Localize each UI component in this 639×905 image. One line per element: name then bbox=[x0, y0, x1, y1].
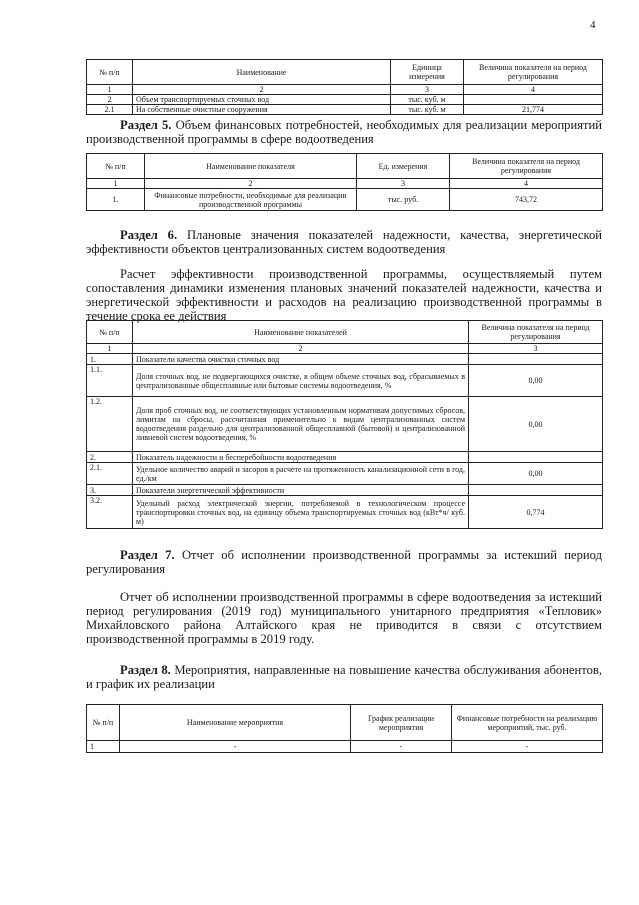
section5-heading bbox=[86, 118, 602, 146]
section6-heading bbox=[86, 228, 602, 256]
row-value: 0,00 bbox=[469, 463, 603, 485]
index-cell: 4 bbox=[450, 179, 603, 189]
section7-paragraph: Отчет об исполнении производственной программы в сфере водоотведения за истекший период регулирования (2019 год) муниципального унитарного предприятия «Тепловик» Михайловского района Алтайского края не приводится в связи с отсутствием производственной программы в 2019 году. bbox=[86, 590, 602, 646]
row-num: 1 bbox=[87, 741, 120, 753]
row-value bbox=[464, 95, 603, 105]
row-num: 1. bbox=[87, 189, 145, 211]
row-value: 0,00 bbox=[469, 365, 603, 397]
page-number: 4 bbox=[590, 19, 596, 31]
header-num: № п/п bbox=[87, 321, 133, 344]
header-value: Величина показателя на период регулирования bbox=[469, 321, 603, 344]
index-cell: 3 bbox=[391, 85, 464, 95]
row-name: Объем транспортируемых сточных вод bbox=[133, 95, 391, 105]
table-row bbox=[87, 485, 603, 496]
table-row bbox=[87, 397, 603, 452]
table-row bbox=[87, 463, 603, 485]
table-row bbox=[87, 95, 603, 105]
table-finance bbox=[86, 153, 603, 211]
row-name: Показатели качества очистки сточных вод bbox=[133, 354, 469, 365]
index-cell: 4 bbox=[464, 85, 603, 95]
section8-label: Раздел 8. bbox=[120, 663, 171, 677]
row-num: 2. bbox=[87, 452, 133, 463]
row-name: Показатель надежности и бесперебойности водоотведения bbox=[133, 452, 469, 463]
header-value: Величина показателя на период регулирования bbox=[464, 60, 603, 85]
row-num: 1.1. bbox=[87, 365, 133, 397]
row-value bbox=[469, 354, 603, 365]
table-row bbox=[87, 365, 603, 397]
table-row bbox=[87, 741, 603, 753]
row-name: Финансовые потребности, необходимые для реализации производственной программы bbox=[145, 189, 357, 211]
section6-paragraph: Расчет эффективности производственной программы, осуществляемый путем сопоставления динамики изменения плановых значений показателей надежности, качества и энергетической эффективности и расходов на реализацию производственной программы в течение срока ее действия bbox=[86, 267, 602, 323]
header-unit: Ед. измерения bbox=[357, 154, 450, 179]
row-num: 2.1 bbox=[87, 105, 133, 115]
row-schedule: - bbox=[351, 741, 452, 753]
header-name: Наименование показателя bbox=[145, 154, 357, 179]
row-value: 743,72 bbox=[450, 189, 603, 211]
row-name: Доля сточных вод, не подвергающихся очистке, в общем объеме сточных вод, сбрасываемых в централизованные общесплавные или бытовые системы водоотведения, % bbox=[133, 365, 469, 397]
row-finance: - bbox=[452, 741, 603, 753]
row-value: 0,774 bbox=[469, 496, 603, 529]
table-row bbox=[87, 105, 603, 115]
row-name: Доля проб сточных вод, не соответствующих установленным нормативам допустимых сбросов, лимитам на сбросы, рассчитанная применительно к видам централизованных систем водоотведения раздельно для централизованной общесплавной (бытовой) и централизованной ливневой систем водоотведения, % bbox=[133, 397, 469, 452]
row-unit: тыс. куб. м bbox=[391, 105, 464, 115]
header-value: Величина показателя на период регулирования bbox=[450, 154, 603, 179]
index-cell: 3 bbox=[469, 344, 603, 354]
table-row bbox=[87, 452, 603, 463]
header-num: № п/п bbox=[87, 60, 133, 85]
table-row bbox=[87, 354, 603, 365]
header-num: № п/п bbox=[87, 705, 120, 741]
section5-title: Объем финансовых потребностей, необходимых для реализации мероприятий производственной программы в сфере водоотведения bbox=[86, 118, 602, 146]
table-row bbox=[87, 189, 603, 211]
row-unit: тыс. руб. bbox=[357, 189, 450, 211]
header-name: Наименование показателей bbox=[133, 321, 469, 344]
index-cell: 2 bbox=[133, 85, 391, 95]
section7-title: Отчет об исполнении производственной программы за истекший период регулирования bbox=[86, 548, 602, 576]
table-row bbox=[87, 496, 603, 529]
section6-label: Раздел 6. bbox=[120, 228, 178, 242]
header-finance: Финансовые потребности на реализацию мероприятий, тыс. руб. bbox=[452, 705, 603, 741]
row-num: 2.1. bbox=[87, 463, 133, 485]
section8-title: Мероприятия, направленные на повышение качества обслуживания абонентов, и график их реализации bbox=[86, 663, 602, 691]
header-schedule: График реализации мероприятия bbox=[351, 705, 452, 741]
section7-label: Раздел 7. bbox=[120, 548, 175, 562]
section8-heading bbox=[86, 663, 602, 691]
header-num: № п/п bbox=[87, 154, 145, 179]
row-name: Показатели энергетической эффективности bbox=[133, 485, 469, 496]
index-cell: 1 bbox=[87, 179, 145, 189]
row-num: 2 bbox=[87, 95, 133, 105]
row-value: 21,774 bbox=[464, 105, 603, 115]
header-name: Наименование bbox=[133, 60, 391, 85]
row-num: 1.2. bbox=[87, 397, 133, 452]
row-name: Удельное количество аварий и засоров в расчете на протяженность канализационной сети в год, ед./км bbox=[133, 463, 469, 485]
section5-label: Раздел 5. bbox=[120, 118, 172, 132]
row-num: 3. bbox=[87, 485, 133, 496]
header-name: Наименование мероприятия bbox=[120, 705, 351, 741]
index-cell: 1 bbox=[87, 344, 133, 354]
table-indicators bbox=[86, 320, 603, 529]
row-name: На собственные очистные сооружения bbox=[133, 105, 391, 115]
section6-title: Плановые значения показателей надежности, качества, энергетической эффективности объектов централизованных систем водоотведения bbox=[86, 228, 602, 256]
index-cell: 1 bbox=[87, 85, 133, 95]
index-cell: 3 bbox=[357, 179, 450, 189]
row-value bbox=[469, 452, 603, 463]
index-cell: 2 bbox=[133, 344, 469, 354]
row-unit: тыс. куб. м bbox=[391, 95, 464, 105]
index-cell: 2 bbox=[145, 179, 357, 189]
row-value bbox=[469, 485, 603, 496]
table-volume bbox=[86, 59, 603, 115]
row-value: 0,00 bbox=[469, 397, 603, 452]
section7-heading bbox=[86, 548, 602, 576]
row-num: 1. bbox=[87, 354, 133, 365]
row-num: 3.2. bbox=[87, 496, 133, 529]
table-measures bbox=[86, 704, 603, 753]
row-name: Удельный расход электрической энергии, потребляемой в технологическом процессе транспортировки сточных вод, на единицу объема транспортируемых сточных вод (кВт*ч/ куб. м) bbox=[133, 496, 469, 529]
row-name: - bbox=[120, 741, 351, 753]
header-unit: Единица измерения bbox=[391, 60, 464, 85]
